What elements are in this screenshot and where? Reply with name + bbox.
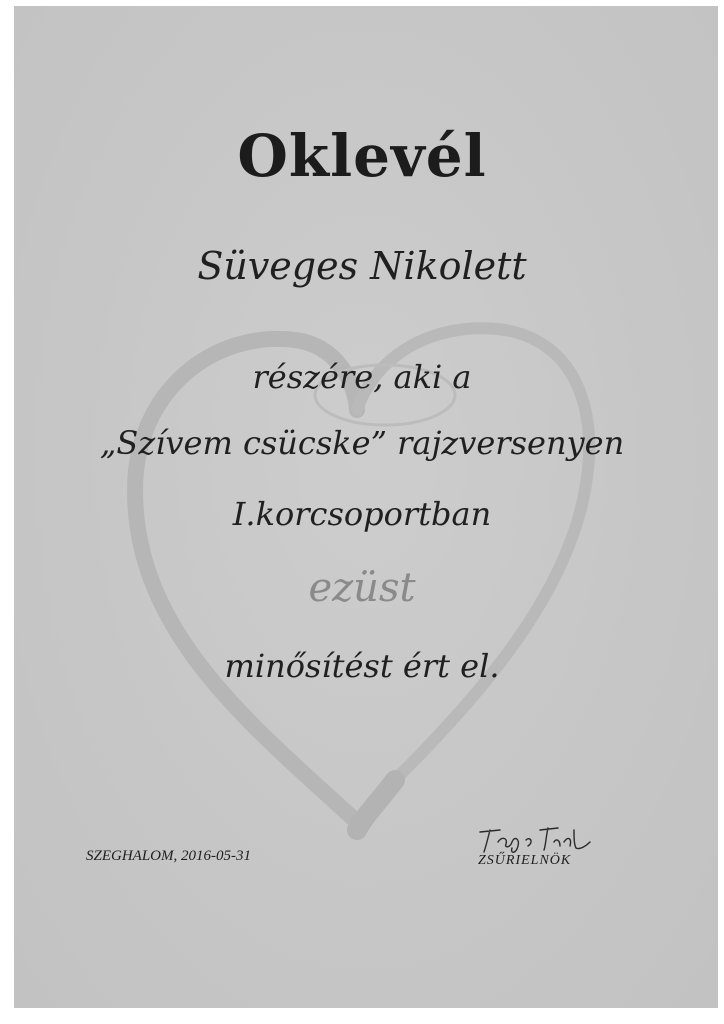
age-group: I.korcsoportban bbox=[232, 495, 492, 533]
text-line-1: részére, aki a bbox=[252, 358, 472, 396]
certificate-title: Oklevél bbox=[237, 122, 487, 190]
jury-chair-label: ZSŰRIELNÖK bbox=[478, 853, 572, 868]
recipient-name: Süveges Nikolett bbox=[197, 244, 527, 288]
medal-rating: ezüst bbox=[308, 565, 416, 611]
signature-icon bbox=[470, 820, 600, 856]
text-line-5: minősítést ért el. bbox=[224, 647, 500, 685]
place-date: SZEGHALOM, 2016-05-31 bbox=[86, 848, 251, 864]
competition-name: „Szívem csücske” rajzversenyen bbox=[99, 424, 625, 462]
